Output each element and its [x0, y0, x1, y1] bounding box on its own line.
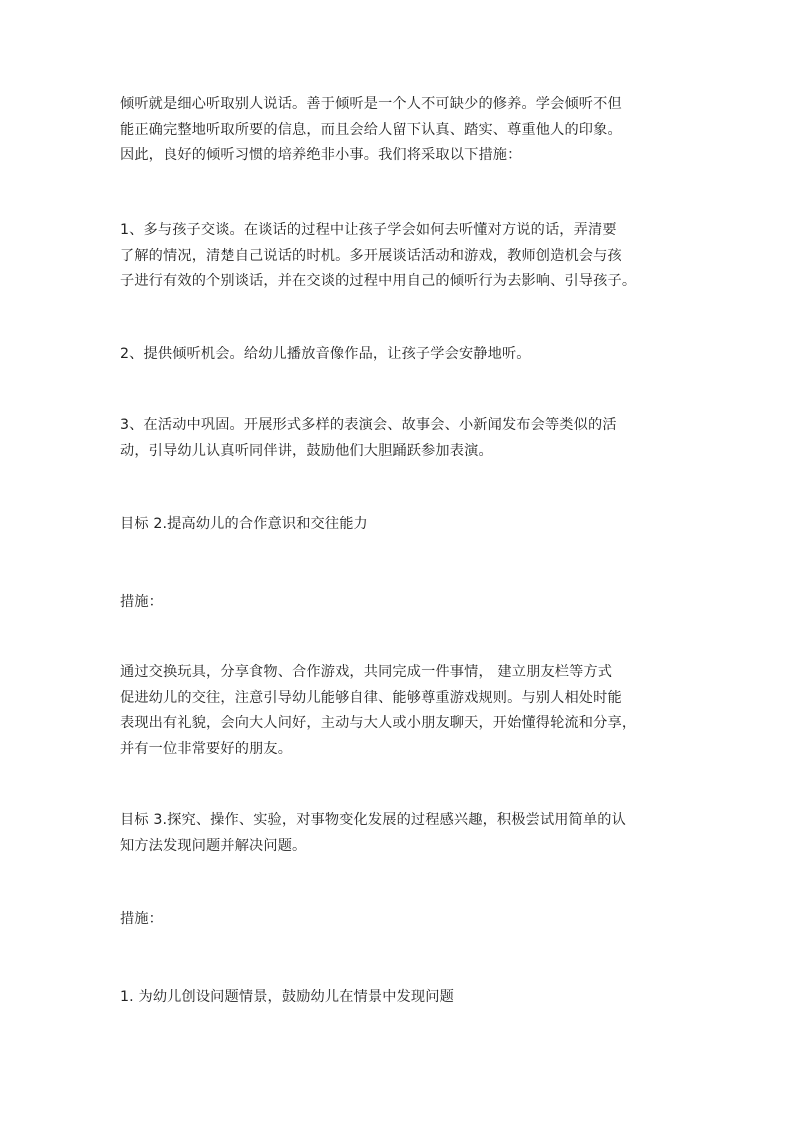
- measure-2-paragraph: [120, 342, 690, 368]
- measure-3-paragraph: [120, 413, 690, 464]
- text-line: 措施：: [120, 911, 164, 927]
- measure-1-paragraph: [120, 218, 690, 295]
- text-line: 目标 3.探究、操作、实验，对事物变化发展的过程感兴趣，积极尝试用简单的认: [120, 812, 626, 828]
- text-line: 因此，良好的倾听习惯的培养绝非小事。我们将采取以下措施：: [120, 147, 522, 163]
- text-line: 促进幼儿的交往，注意引导幼儿能够自律、能够尊重游戏规则。与别人相处时能: [120, 689, 622, 706]
- intro-paragraph: [120, 92, 690, 169]
- text-line: 并有一位非常要好的朋友。: [120, 740, 293, 757]
- text-line: 措施：: [120, 594, 164, 610]
- goal-2-heading: [120, 512, 690, 538]
- text-line: 子进行有效的个别谈话，并在交谈的过程中用自己的倾听行为去影响、引导孩子。: [120, 273, 637, 289]
- goal-3-item-1: [120, 985, 690, 1011]
- text-line: 知方法发现问题并解决问题。: [120, 837, 307, 854]
- text-line: 表现出有礼貌，会向大人问好，主动与大人或小朋友聊天，开始懂得轮流和分享，: [120, 715, 637, 731]
- text-line: 能正确完整地听取所要的信息，而且会给人留下认真、踏实、尊重他人的印象。: [120, 121, 622, 138]
- text-line: 1、多与孩子交谈。在谈话的过程中让孩子学会如何去听懂对方说的话，弄清要: [120, 222, 617, 238]
- text-line: 倾听就是细心听取别人说话。善于倾听是一个人不可缺少的修养。学会倾听不但: [120, 96, 622, 112]
- goal-3-measures-label: [120, 907, 690, 933]
- text-line: 动，引导幼儿认真听同伴讲，鼓励他们大胆踊跃参加表演。: [120, 442, 493, 459]
- text-line: 通过交换玩具，分享食物、合作游戏，共同完成一件事情， 建立朋友栏等方式: [120, 664, 613, 680]
- text-line: 1. 为幼儿创设问题情景，鼓励幼儿在情景中发现问题: [120, 989, 454, 1005]
- goal-2-body-paragraph: [120, 660, 690, 762]
- text-line: 2、提供倾听机会。给幼儿播放音像作品，让孩子学会安静地听。: [120, 346, 531, 362]
- text-line: 3、在活动中巩固。开展形式多样的表演会、故事会、小新闻发布会等类似的活: [120, 417, 617, 433]
- goal-3-heading: [120, 808, 690, 859]
- text-line: 目标 2.提高幼儿的合作意识和交往能力: [120, 516, 368, 532]
- goal-2-measures-label: [120, 590, 690, 616]
- text-line: 了解的情况，清楚自己说话的时机。多开展谈话活动和游戏，教师创造机会与孩: [120, 247, 622, 264]
